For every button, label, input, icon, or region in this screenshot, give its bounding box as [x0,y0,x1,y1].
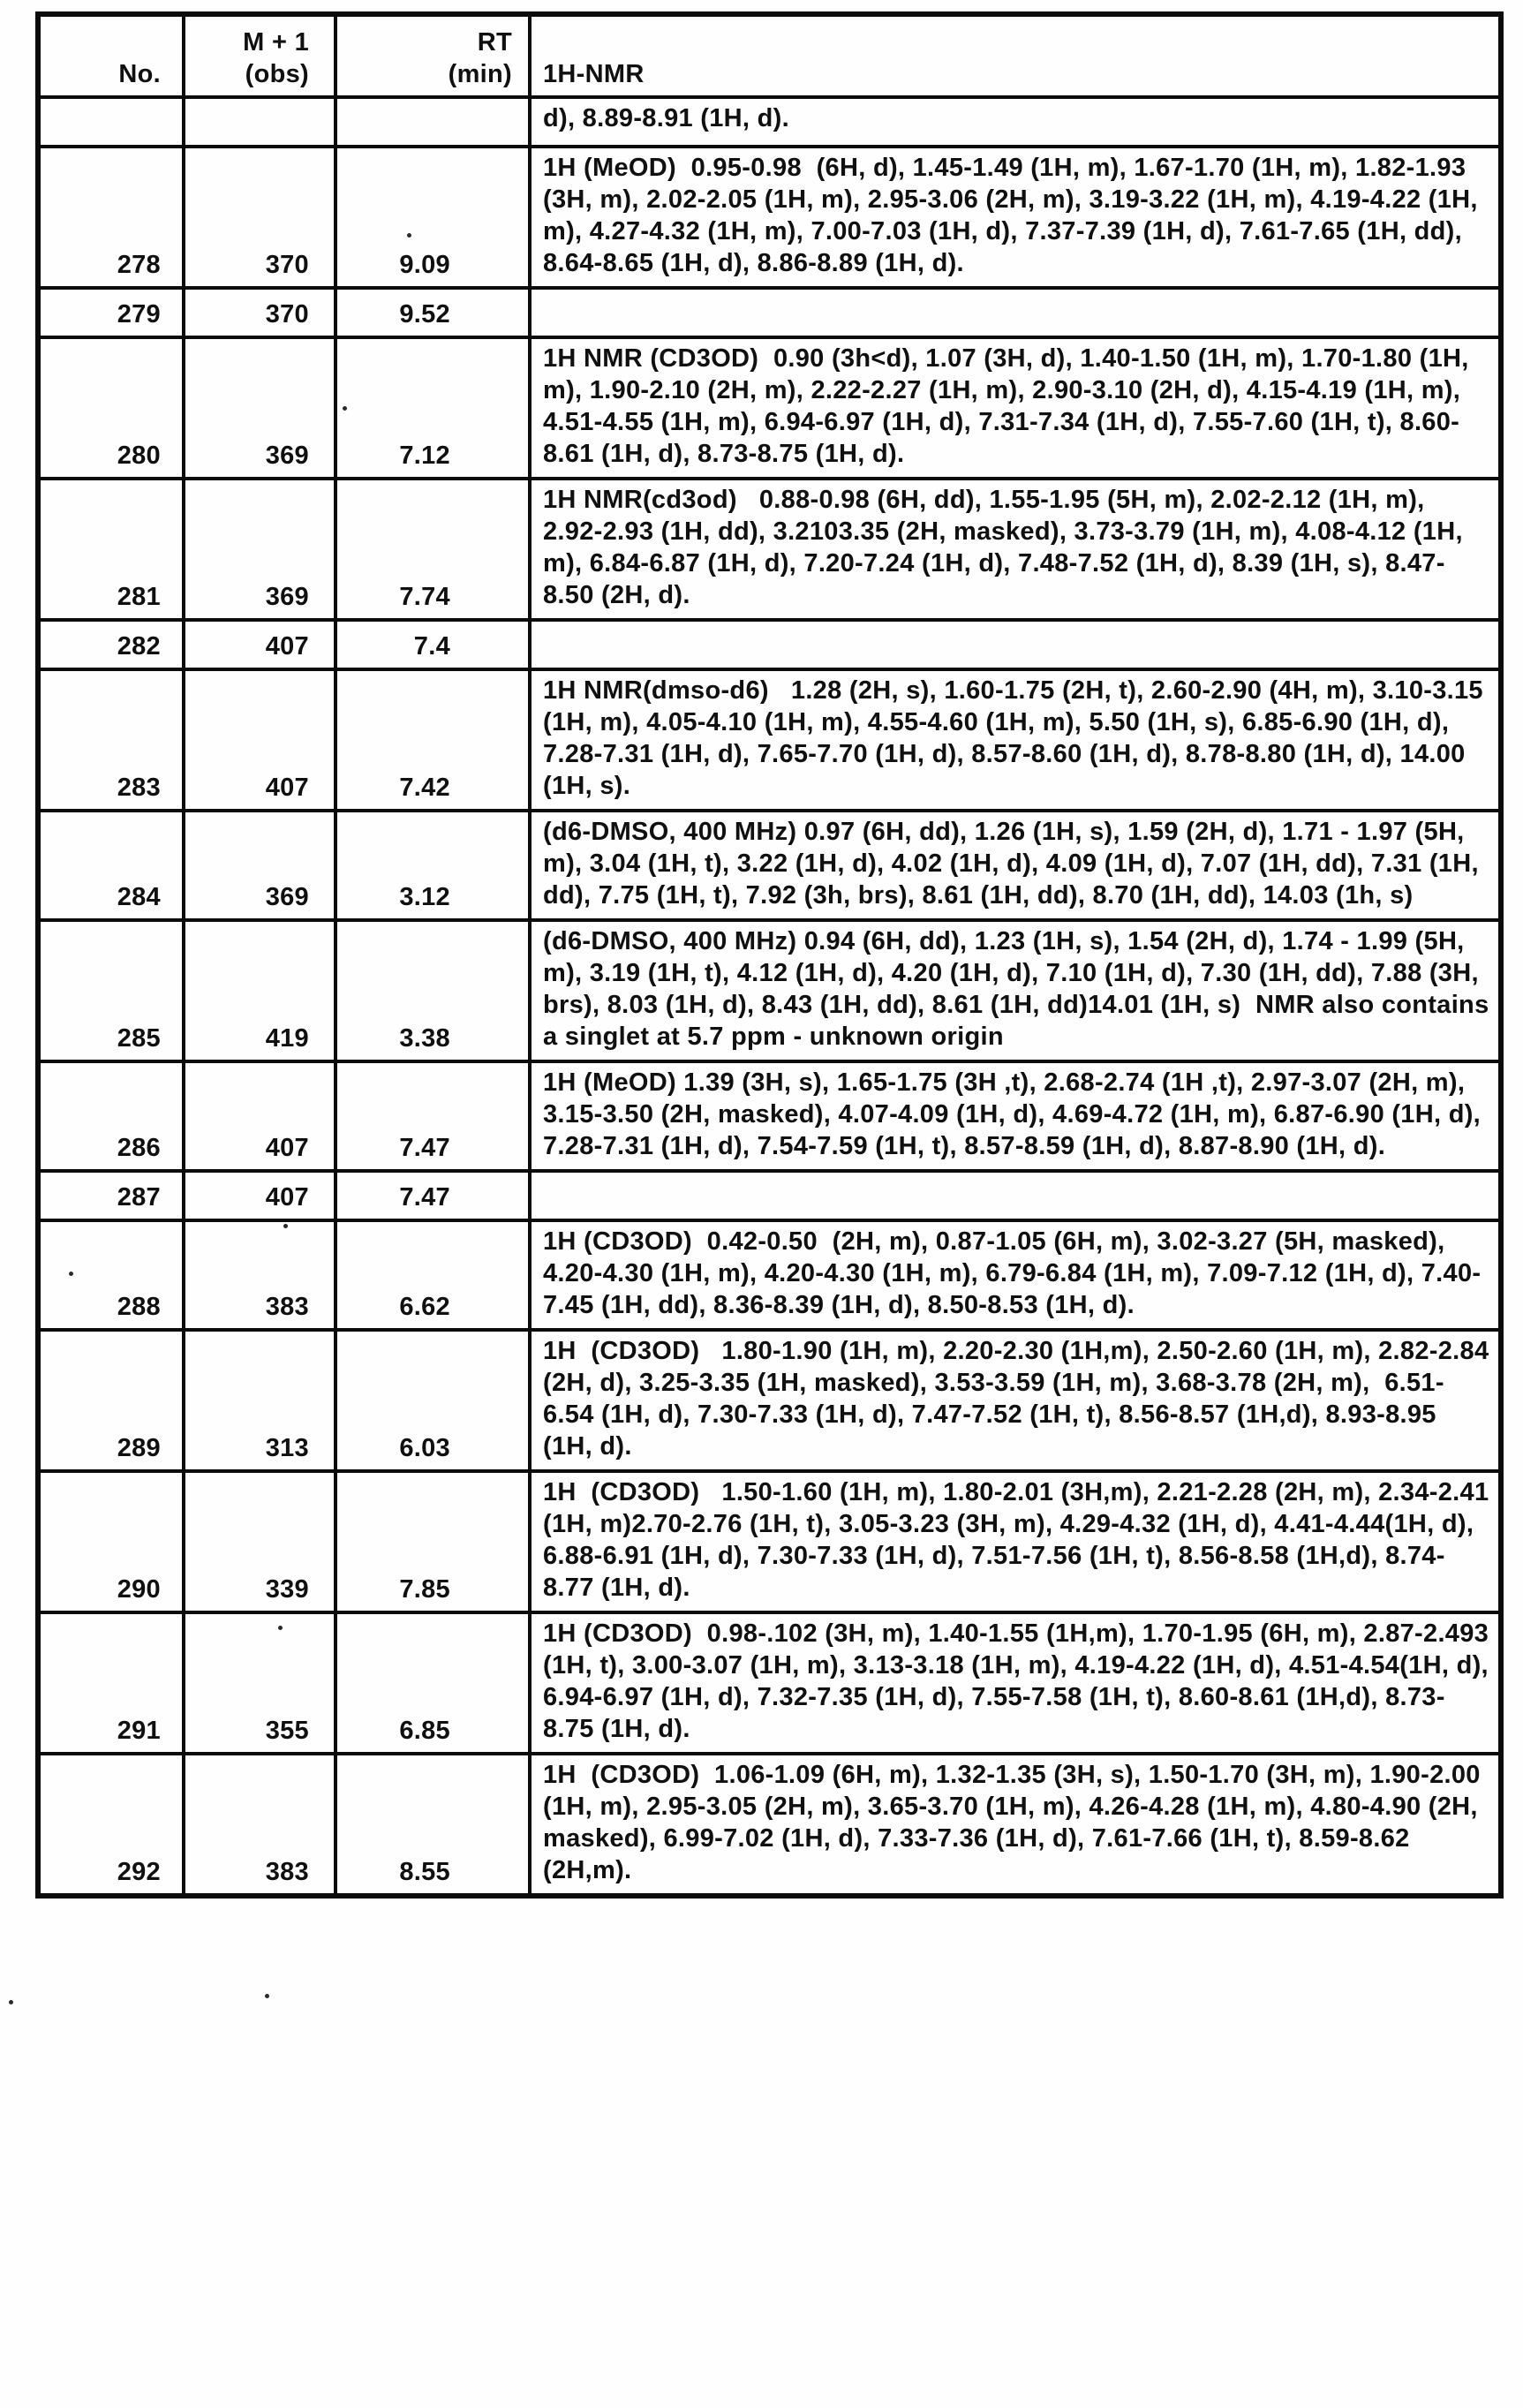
rt-value: 8.55 [336,1754,530,1896]
compound-no: 278 [38,147,184,288]
nmr-text: 1H NMR(cd3od) 0.88-0.98 (6H, dd), 1.55-1.95 (5H, m), 2.02-2.12 (1H, m), 2.92-2.93 (1H, dd), 3.2103.35 (2H, masked), 3.73-3.79 (1H, m), 4.08-4.12 (1H, m), 6.84-6.87 (1H, d), 7.20-7.24 (1H, d), 7.48-7.52 (1H, d), 8.39 (1H, s), 8.47-8.50 (2H, d). [530,479,1501,620]
table-row-288 [38,1220,1501,1330]
nmr-text: 1H (CD3OD) 0.98-.102 (3H, m), 1.40-1.55 (1H,m), 1.70-1.95 (6H, m), 2.87-2.493 (1H, t), 3.00-3.07 (1H, m), 3.13-3.18 (1H, m), 4.19-4.22 (1H, d), 4.51-4.54(1H, d), 6.94-6.97 (1H, d), 7.32-7.35 (1H, d), 7.55-7.58 (1H, t), 8.60-8.61 (1H,d), 8.73-8.75 (1H, d). [530,1612,1501,1754]
scan-artifact-dot [69,1272,73,1276]
rt-value: 6.85 [336,1612,530,1754]
header-rt-label: RT [477,28,512,57]
nmr-text: 1H (CD3OD) 1.80-1.90 (1H, m), 2.20-2.30 (1H,m), 2.50-2.60 (1H, m), 2.82-2.84 (2H, d), 3.25-3.35 (1H, masked), 3.53-3.59 (1H, m), 3.68-3.78 (2H, m), 6.51-6.54 (1H, d), 7.30-7.33 (1H, d), 7.47-7.52 (1H, t), 8.56-8.57 (1H,d), 8.93-8.95 (1H, d). [530,1330,1501,1471]
table-row-286 [38,1061,1501,1171]
m-plus-1-value: 370 [184,147,336,288]
m-plus-1-value: 419 [184,920,336,1061]
table-row-279 [38,288,1501,337]
table-row-287 [38,1171,1501,1220]
nmr-text: (d6-DMSO, 400 MHz) 0.94 (6H, dd), 1.23 (1H, s), 1.54 (2H, d), 1.74 - 1.99 (5H, m), 3.19 (1H, t), 4.12 (1H, d), 4.20 (1H, d), 7.10 (1H, d), 7.30 (1H, dd), 7.88 (3H, brs), 8.03 (1H, d), 8.43 (1H, dd), 8.61 (1H, dd)14.01 (1H, s) NMR also contains a singlet at 5.7 ppm - unknown origin [530,920,1501,1061]
rt-value: 3.12 [336,811,530,920]
m-plus-1-value: 355 [184,1612,336,1754]
nmr-text: 1H (CD3OD) 1.06-1.09 (6H, m), 1.32-1.35 (3H, s), 1.50-1.70 (3H, m), 1.90-2.00 (1H, m), 2.95-3.05 (2H, m), 3.65-3.70 (1H, m), 4.26-4.28 (1H, m), 4.80-4.90 (2H, masked), 6.99-7.02 (1H, d), 7.33-7.36 (1H, d), 7.61-7.66 (1H, t), 8.59-8.62 (2H,m). [530,1754,1501,1896]
header-row [38,14,1501,97]
nmr-text: 1H NMR (CD3OD) 0.90 (3h<d), 1.07 (3H, d), 1.40-1.50 (1H, m), 1.70-1.80 (1H, m), 1.90-2.10 (2H, m), 2.22-2.27 (1H, m), 2.90-3.10 (2H, d), 4.15-4.19 (1H, m), 4.51-4.55 (1H, m), 6.94-6.97 (1H, d), 7.31-7.34 (1H, d), 7.55-7.60 (1H, t), 8.60-8.61 (1H, d), 8.73-8.75 (1H, d). [530,337,1501,479]
nmr-text: 1H (CD3OD) 1.50-1.60 (1H, m), 1.80-2.01 (3H,m), 2.21-2.28 (2H, m), 2.34-2.41 (1H, m)2.70-2.76 (1H, t), 3.05-3.23 (3H, m), 4.29-4.32 (1H, d), 4.41-4.44(1H, d), 6.88-6.91 (1H, d), 7.30-7.33 (1H, d), 7.51-7.56 (1H, t), 8.56-8.58 (1H,d), 8.74-8.77 (1H, d). [530,1471,1501,1612]
rt-value: 6.62 [336,1220,530,1330]
compound-no: 283 [38,669,184,811]
compound-no: 288 [38,1220,184,1330]
column-header-rt [336,14,530,97]
rt-value: 7.85 [336,1471,530,1612]
table-row-289 [38,1330,1501,1471]
m-plus-1-value: 313 [184,1330,336,1471]
compound-no [38,97,184,147]
m-plus-1-value: 369 [184,811,336,920]
header-nmr-label: 1H-NMR [543,60,645,88]
compound-no: 291 [38,1612,184,1754]
scan-artifact-dot [407,233,411,238]
m-plus-1-value: 407 [184,1171,336,1220]
compound-no: 289 [38,1330,184,1471]
table-row-278 [38,147,1501,288]
table-row-283 [38,669,1501,811]
rt-value: 7.47 [336,1171,530,1220]
m-plus-1-value: 383 [184,1754,336,1896]
column-header-no [38,14,184,97]
scan-artifact-dot [283,1224,288,1228]
m-plus-1-value: 407 [184,669,336,811]
rt-value: 7.42 [336,669,530,811]
compound-no: 280 [38,337,184,479]
m-plus-1-value: 369 [184,337,336,479]
m-plus-1-value: 407 [184,1061,336,1171]
compound-no: 287 [38,1171,184,1220]
compound-no: 284 [38,811,184,920]
header-no-label: No. [118,60,161,88]
header-m1-units: (obs) [245,60,309,88]
table-row-282 [38,620,1501,669]
rt-value: 6.03 [336,1330,530,1471]
table-row-292 [38,1754,1501,1896]
m-plus-1-value [184,97,336,147]
rt-value: 7.47 [336,1061,530,1171]
nmr-text: 1H (CD3OD) 0.42-0.50 (2H, m), 0.87-1.05 (6H, m), 3.02-3.27 (5H, masked), 4.20-4.30 (1H, m), 4.20-4.30 (1H, m), 6.79-6.84 (1H, m), 7.09-7.12 (1H, d), 7.40-7.45 (1H, dd), 8.36-8.39 (1H, d), 8.50-8.53 (1H, d). [530,1220,1501,1330]
table-row-290 [38,1471,1501,1612]
m-plus-1-value: 370 [184,288,336,337]
compound-no: 292 [38,1754,184,1896]
nmr-text [530,288,1501,337]
m-plus-1-value: 339 [184,1471,336,1612]
m-plus-1-value: 407 [184,620,336,669]
rt-value: 7.74 [336,479,530,620]
nmr-text [530,620,1501,669]
table-row-280 [38,337,1501,479]
header-m1-label: M + 1 [243,28,309,57]
scan-artifact-dot [343,406,347,411]
rt-value: 9.52 [336,288,530,337]
table-row-291 [38,1612,1501,1754]
scan-artifact-dot [265,1994,269,1998]
table-row-285 [38,920,1501,1061]
m-plus-1-value: 383 [184,1220,336,1330]
rt-value: 7.4 [336,620,530,669]
compound-no: 290 [38,1471,184,1612]
compound-no: 285 [38,920,184,1061]
nmr-text: 1H NMR(dmso-d6) 1.28 (2H, s), 1.60-1.75 (2H, t), 2.60-2.90 (4H, m), 3.10-3.15 (1H, m), 4.05-4.10 (1H, m), 4.55-4.60 (1H, m), 5.50 (1H, s), 6.85-6.90 (1H, d), 7.28-7.31 (1H, d), 7.65-7.70 (1H, d), 8.57-8.60 (1H, d), 8.78-8.80 (1H, d), 14.00 (1H, s). [530,669,1501,811]
column-header-m-plus-1 [184,14,336,97]
rt-value: 9.09 [336,147,530,288]
scan-artifact-dot [9,2000,13,2004]
compound-no: 281 [38,479,184,620]
nmr-text: 1H (MeOD) 0.95-0.98 (6H, d), 1.45-1.49 (1H, m), 1.67-1.70 (1H, m), 1.82-1.93 (3H, m), 2.02-2.05 (1H, m), 2.95-3.06 (2H, m), 3.19-3.22 (1H, m), 4.19-4.22 (1H, m), 4.27-4.32 (1H, m), 7.00-7.03 (1H, d), 7.37-7.39 (1H, d), 7.61-7.65 (1H, dd), 8.64-8.65 (1H, d), 8.86-8.89 (1H, d). [530,147,1501,288]
nmr-data-table [35,11,1504,1898]
nmr-text: 1H (MeOD) 1.39 (3H, s), 1.65-1.75 (3H ,t), 2.68-2.74 (1H ,t), 2.97-3.07 (2H, m), 3.15-3.50 (2H, masked), 4.07-4.09 (1H, d), 4.69-4.72 (1H, m), 6.87-6.90 (1H, d), 7.28-7.31 (1H, d), 7.54-7.59 (1H, t), 8.57-8.59 (1H, d), 8.87-8.90 (1H, d). [530,1061,1501,1171]
compound-no: 282 [38,620,184,669]
m-plus-1-value: 369 [184,479,336,620]
table-row-281 [38,479,1501,620]
table-row-284 [38,811,1501,920]
rt-value: 7.12 [336,337,530,479]
nmr-text: d), 8.89-8.91 (1H, d). [530,97,1501,147]
compound-no: 286 [38,1061,184,1171]
table-row-continuation [38,97,1501,147]
compound-no: 279 [38,288,184,337]
header-rt-units: (min) [448,60,512,88]
scan-artifact-dot [278,1626,283,1630]
rt-value: 3.38 [336,920,530,1061]
column-header-nmr [530,14,1501,97]
rt-value [336,97,530,147]
nmr-text: (d6-DMSO, 400 MHz) 0.97 (6H, dd), 1.26 (1H, s), 1.59 (2H, d), 1.71 - 1.97 (5H, m), 3.04 (1H, t), 3.22 (1H, d), 4.02 (1H, d), 4.09 (1H, d), 7.07 (1H, dd), 7.31 (1H, dd), 7.75 (1H, t), 7.92 (3h, brs), 8.61 (1H, dd), 8.70 (1H, dd), 14.03 (1h, s) [530,811,1501,920]
nmr-text [530,1171,1501,1220]
